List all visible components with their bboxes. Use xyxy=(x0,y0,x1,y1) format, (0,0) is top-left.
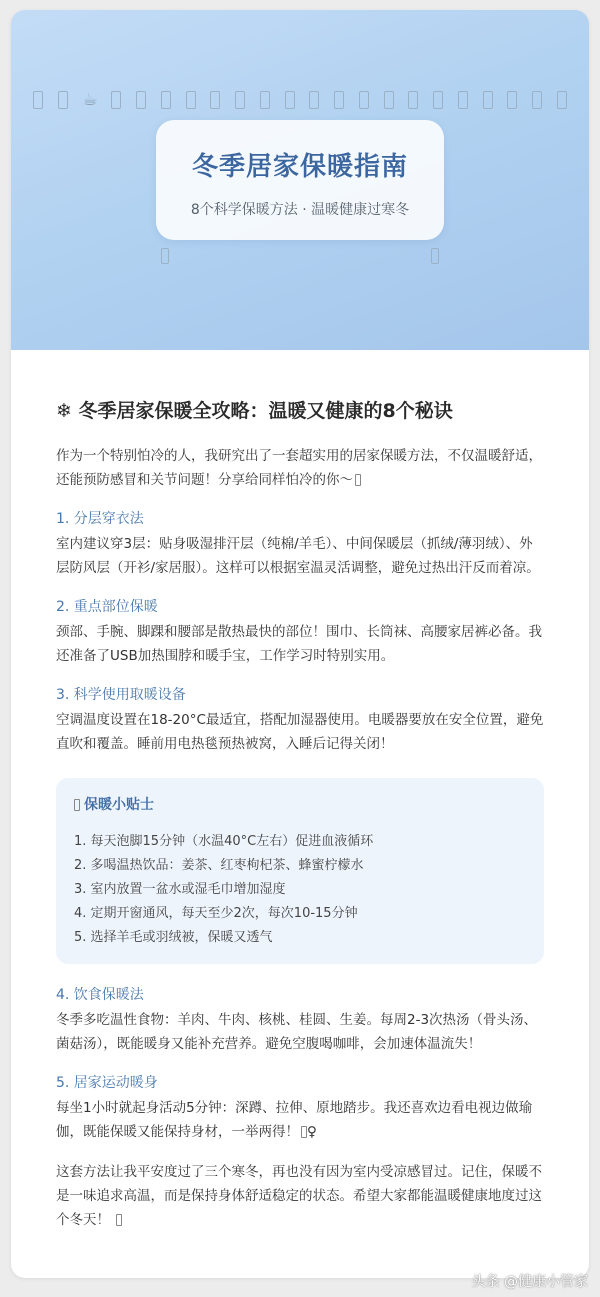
box-icon xyxy=(458,91,468,109)
section-heading: 4. 饮食保暖法 xyxy=(56,987,144,1003)
section-heading: 5. 居家运动暖身 xyxy=(56,1075,158,1091)
watermark: 头条 @健康小管家 xyxy=(471,1274,588,1290)
decorative-icon-row xyxy=(33,90,567,110)
hero-subtitle: 8个科学保暖方法 · 温暖健康过寒冬 xyxy=(190,202,410,218)
tip-item: 1. 每天泡脚15分钟（水温40°C左右）促进血液循环 xyxy=(74,834,374,849)
section-body: 颈部、手腕、脚踝和腰部是散热最快的部位！围巾、长筒袜、高腰家居裤必备。我还准备了USB加热围脖和暖手宝，工作学习时特别实用。 xyxy=(56,624,542,664)
box-icon xyxy=(161,248,169,264)
box-icon xyxy=(359,91,369,109)
article-card xyxy=(11,10,589,1278)
box-icon xyxy=(309,91,319,109)
box-icon xyxy=(507,91,517,109)
section-body: 冬季多吃温性食物：羊肉、牛肉、核桃、桂圆、生姜。每周2-3次热汤（骨头汤、菌菇汤），既能暖身又能补充营养。避免空腹喝咖啡，会加速体温流失！ xyxy=(56,1012,538,1052)
hero-title: 冬季居家保暖指南 xyxy=(191,152,408,182)
box-icon xyxy=(58,91,68,109)
box-icon xyxy=(210,91,220,109)
section-3 xyxy=(56,684,544,756)
section-heading: 2. 重点部位保暖 xyxy=(56,599,158,615)
box-icon xyxy=(355,474,361,486)
box-icon xyxy=(161,91,171,109)
article-intro: 作为一个特别怕冷的人，我研究出了一套超实用的居家保暖方法，不仅温暖舒适，还能预防感冒和关节问题！分享给同样怕冷的你～ xyxy=(56,448,542,488)
section-body: 室内建议穿3层：贴身吸湿排汗层（纯棉/羊毛）、中间保暖层（抓绒/薄羽绒）、外层防风层（开衫/家居服）。这样可以根据室温灵活调整，避免过热出汗反而着凉。 xyxy=(56,536,540,576)
box-icon xyxy=(186,91,196,109)
tips-box xyxy=(56,778,544,964)
section-2 xyxy=(56,596,544,668)
section-5 xyxy=(56,1072,544,1144)
tip-item: 2. 多喝温热饮品：姜茶、红枣枸杞茶、蜂蜜柠檬水 xyxy=(74,858,364,873)
hero-title-box xyxy=(156,120,444,240)
box-icon xyxy=(334,91,344,109)
section-heading: 1. 分层穿衣法 xyxy=(56,511,144,527)
section-body: 每坐1小时就起身活动5分钟：深蹲、拉伸、原地踏步。我还喜欢边看电视边做瑜伽，既能保暖又能保持身材，一举两得！ ♀ xyxy=(56,1100,533,1140)
box-icon xyxy=(433,91,443,109)
tip-item: 3. 室内放置一盆水或湿毛巾增加湿度 xyxy=(74,882,286,897)
section-1 xyxy=(56,508,544,580)
article-content xyxy=(11,398,589,1232)
tips-list xyxy=(74,830,526,950)
article-outro: 这套方法让我平安度过了三个寒冬，再也没有因为室内受凉感冒过。记住，保暖不是一味追求高温，而是保持身体舒适稳定的状态。希望大家都能温暖健康地度过这个冬天！ xyxy=(56,1164,542,1228)
box-icon xyxy=(111,91,121,109)
hero-banner xyxy=(11,10,589,350)
section-heading: 3. 科学使用取暖设备 xyxy=(56,687,186,703)
hot-drink-icon: ☕ xyxy=(82,90,98,110)
box-icon xyxy=(74,799,80,811)
box-icon xyxy=(235,91,245,109)
section-4 xyxy=(56,984,544,1056)
tips-title: 保暖小贴士 xyxy=(74,794,526,816)
box-icon xyxy=(431,248,439,264)
box-icon xyxy=(301,1126,307,1138)
box-icon xyxy=(136,91,146,109)
box-icon xyxy=(384,91,394,109)
box-icon xyxy=(557,91,567,109)
tip-item: 4. 定期开窗通风，每天至少2次，每次10-15分钟 xyxy=(74,906,358,921)
box-icon xyxy=(33,91,43,109)
box-icon xyxy=(116,1214,122,1226)
section-body: 空调温度设置在18-20°C最适宜，搭配加湿器使用。电暖器要放在安全位置，避免直吹和覆盖。睡前用电热毯预热被窝，入睡后记得关闭！ xyxy=(56,712,544,752)
box-icon xyxy=(532,91,542,109)
article-title: ❄ 冬季居家保暖全攻略：温暖又健康的8个秘诀 xyxy=(56,400,453,422)
box-icon xyxy=(260,91,270,109)
box-icon xyxy=(285,91,295,109)
box-icon xyxy=(483,91,493,109)
box-icon xyxy=(408,91,418,109)
tip-item: 5. 选择羊毛或羽绒被，保暖又透气 xyxy=(74,930,273,945)
